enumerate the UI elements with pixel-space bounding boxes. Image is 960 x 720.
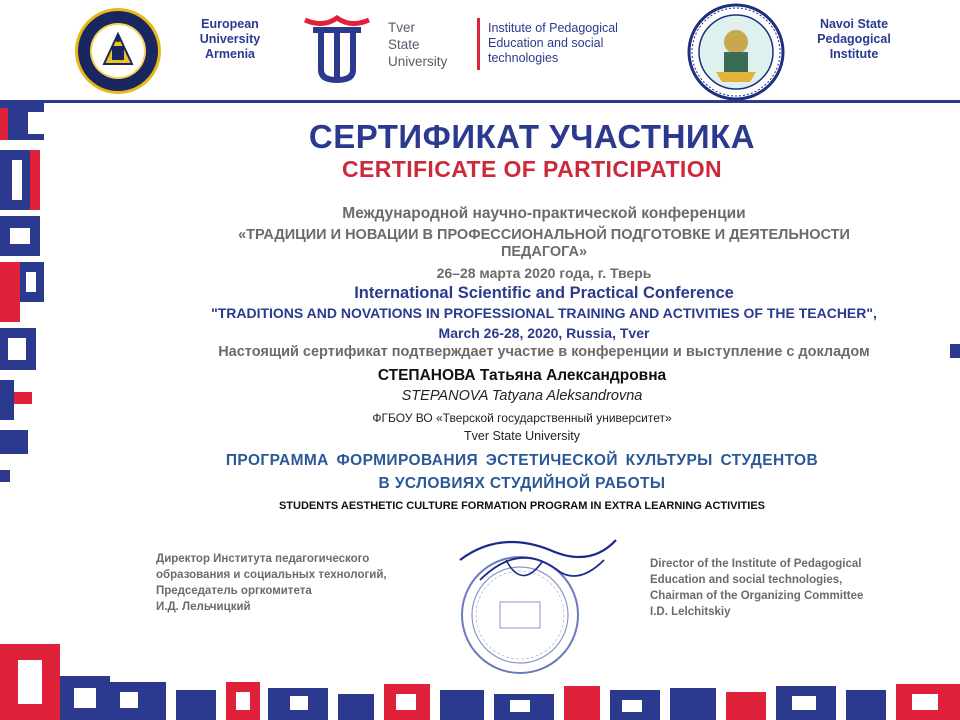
eu-line1: European	[201, 17, 259, 31]
eu-line3: Armenia	[204, 47, 256, 61]
navoi-line1: Navoi State	[819, 17, 889, 31]
sig-ru-line3: Председатель оргкомитета	[156, 585, 312, 597]
conference-title-ru-line1: «ТРАДИЦИИ И НОВАЦИИ В ПРОФЕССИОНАЛЬНОЙ ПОДГОТОВКЕ И ДЕЯТЕЛЬНОСТИ	[238, 227, 850, 243]
organization-ru: ФГБОУ ВО «Тверской государственный университет»	[372, 411, 672, 425]
sig-en-line4: I.D. Lelchitskiy	[650, 606, 731, 618]
inst-line3: technologies	[488, 51, 559, 65]
participant-name-en: STEPANOVA Tatyana Aleksandrovna	[401, 388, 643, 404]
official-stamp-signature-icon	[440, 520, 630, 680]
navoi-line2: Pedagogical	[817, 32, 891, 46]
sig-ru-line2: образования и социальных технологий,	[156, 569, 387, 581]
report-topic-ru-line2: В УСЛОВИЯХ СТУДИЙНОЙ РАБОТЫ	[378, 475, 666, 492]
certificate-title-en: CERTIFICATE OF PARTICIPATION	[341, 156, 723, 182]
conference-label-en: International Scientific and Practical Conference	[354, 284, 734, 302]
sig-ru-line1: Директор Института педагогического	[156, 553, 370, 565]
report-topic-ru-line1: ПРОГРАММА ФОРМИРОВАНИЯ ЭСТЕТИЧЕСКОЙ КУЛЬТУРЫ СТУДЕНТОВ	[225, 452, 819, 469]
participant-name-ru: СТЕПАНОВА Татьяна Александровна	[377, 367, 667, 384]
eu-line2: University	[199, 32, 261, 46]
sig-en-line1: Director of the Institute of Pedagogical	[650, 558, 862, 570]
sig-ru-line4: И.Д. Лельчицкий	[156, 601, 251, 613]
sig-en-line3: Chairman of the Organizing Committee	[650, 590, 864, 602]
signature-block-en	[650, 556, 930, 620]
conference-title-en: "TRADITIONS AND NOVATIONS IN PROFESSIONAL TRAINING AND ACTIVITIES OF THE TEACHER",	[211, 305, 877, 321]
conference-date-ru: 26–28 марта 2020 года, г. Тверь	[436, 265, 652, 281]
report-topic-en: STUDENTS AESTHETIC CULTURE FORMATION PROGRAM IN EXTRA LEARNING ACTIVITIES	[278, 500, 766, 512]
inst-line2: Education and social	[488, 36, 604, 50]
navoi-line3: Institute	[829, 47, 879, 61]
tver-line1: Tver	[388, 20, 415, 35]
organization-en: Tver State University	[463, 429, 580, 443]
confirmation-text: Настоящий сертификат подтверждает участие в конференции и выступление с докладом	[218, 344, 870, 360]
inst-line1: Institute of Pedagogical	[488, 21, 618, 35]
certificate-title-ru: СЕРТИФИКАТ УЧАСТНИКА	[308, 118, 756, 155]
conference-date-en: March 26-28, 2020, Russia, Tver	[438, 325, 650, 341]
signature-block-ru	[156, 551, 446, 615]
tver-line3: University	[388, 54, 448, 69]
sig-en-line2: Education and social technologies,	[650, 574, 843, 586]
tver-line2: State	[388, 37, 420, 52]
conference-title-ru-line2: ПЕДАГОГА»	[500, 244, 588, 260]
conference-label-ru: Международной научно-практической конференции	[342, 205, 746, 222]
